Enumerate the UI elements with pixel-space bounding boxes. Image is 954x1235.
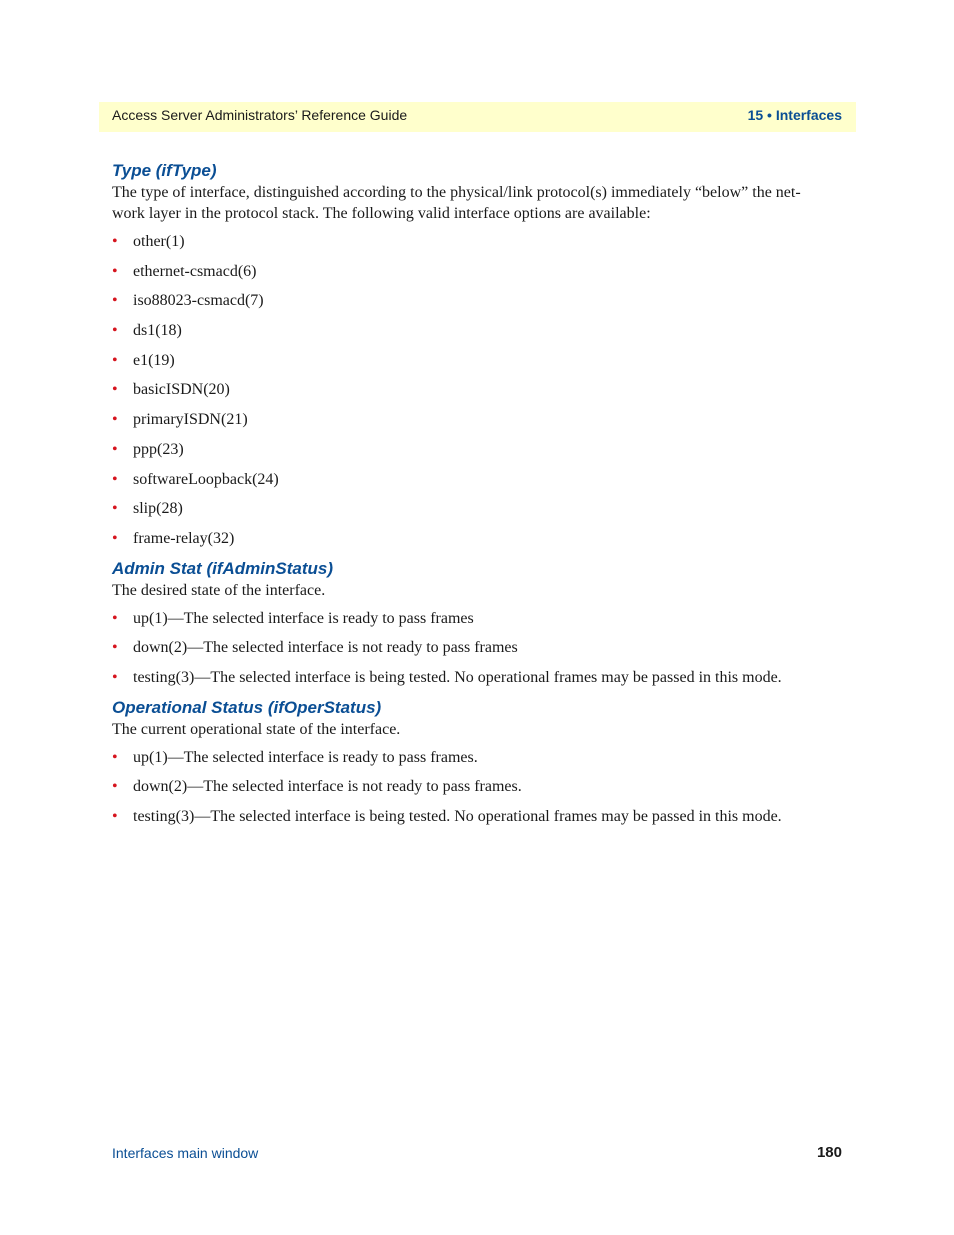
section-intro: The type of interface, distinguished according to the physical/link protocol(s) immediately “below” the net- work layer in the protocol stack. The following valid interface options are available: bbox=[112, 184, 801, 222]
bullet-icon: • bbox=[112, 500, 118, 518]
section-heading: Admin Stat (ifAdminStatus) bbox=[112, 558, 333, 578]
running-header bbox=[99, 102, 856, 132]
list-item: • ppp(23) bbox=[112, 440, 184, 458]
section-iftype bbox=[112, 160, 832, 549]
adminstatus-list bbox=[112, 608, 832, 688]
list-item: • up(1)—The selected interface is ready to pass frames bbox=[112, 609, 474, 627]
page-content bbox=[112, 160, 832, 836]
bullet-icon: • bbox=[112, 639, 118, 657]
section-intro: The desired state of the interface. bbox=[112, 581, 326, 599]
list-item: • ethernet-csmacd(6) bbox=[112, 262, 257, 280]
iftype-list bbox=[112, 231, 832, 549]
bullet-icon: • bbox=[112, 470, 118, 488]
bullet-icon: • bbox=[112, 411, 118, 429]
bullet-icon: • bbox=[112, 778, 118, 796]
footer-section-name: Interfaces main window bbox=[112, 1145, 259, 1161]
bullet-icon: • bbox=[112, 668, 118, 686]
bullet-icon: • bbox=[112, 381, 118, 399]
list-item: • down(2)—The selected interface is not ready to pass frames bbox=[112, 639, 518, 657]
guide-title: Access Server Administrators’ Reference Guide bbox=[112, 107, 408, 123]
list-item: • ds1(18) bbox=[112, 322, 182, 340]
list-item: • other(1) bbox=[112, 233, 185, 250]
list-item: • frame-relay(32) bbox=[112, 529, 235, 547]
list-item: • slip(28) bbox=[112, 500, 183, 518]
page-number: 180 bbox=[816, 1144, 842, 1161]
section-ifoperstatus bbox=[112, 697, 832, 827]
chapter-title: 15 • Interfaces bbox=[747, 107, 842, 123]
list-item: • down(2)—The selected interface is not ready to pass frames. bbox=[112, 778, 522, 796]
bullet-icon: • bbox=[112, 292, 118, 310]
bullet-icon: • bbox=[112, 351, 118, 369]
list-item: • testing(3)—The selected interface is being tested. No operational frames may be passed in this mode. bbox=[112, 808, 782, 825]
section-ifadminstatus bbox=[112, 558, 832, 688]
bullet-icon: • bbox=[112, 262, 118, 280]
bullet-icon: • bbox=[112, 322, 118, 340]
bullet-icon: • bbox=[112, 748, 118, 766]
bullet-icon: • bbox=[112, 529, 118, 547]
section-heading: Type (ifType) bbox=[112, 161, 217, 180]
list-item: • basicISDN(20) bbox=[112, 381, 230, 399]
list-item: • iso88023-csmacd(7) bbox=[112, 292, 264, 310]
bullet-icon: • bbox=[112, 609, 118, 627]
section-intro: The current operational state of the interface. bbox=[112, 720, 401, 738]
list-item: • e1(19) bbox=[112, 351, 175, 369]
operstatus-list bbox=[112, 747, 832, 827]
bullet-icon: • bbox=[112, 440, 118, 458]
list-item: • testing(3)—The selected interface is being tested. No operational frames may be passed in this mode. bbox=[112, 668, 782, 686]
bullet-icon: • bbox=[112, 808, 118, 825]
bullet-icon: • bbox=[112, 233, 118, 250]
list-item: • up(1)—The selected interface is ready to pass frames. bbox=[112, 748, 478, 766]
list-item: • softwareLoopback(24) bbox=[112, 470, 279, 488]
section-heading: Operational Status (ifOperStatus) bbox=[112, 697, 382, 717]
list-item: • primaryISDN(21) bbox=[112, 411, 248, 429]
